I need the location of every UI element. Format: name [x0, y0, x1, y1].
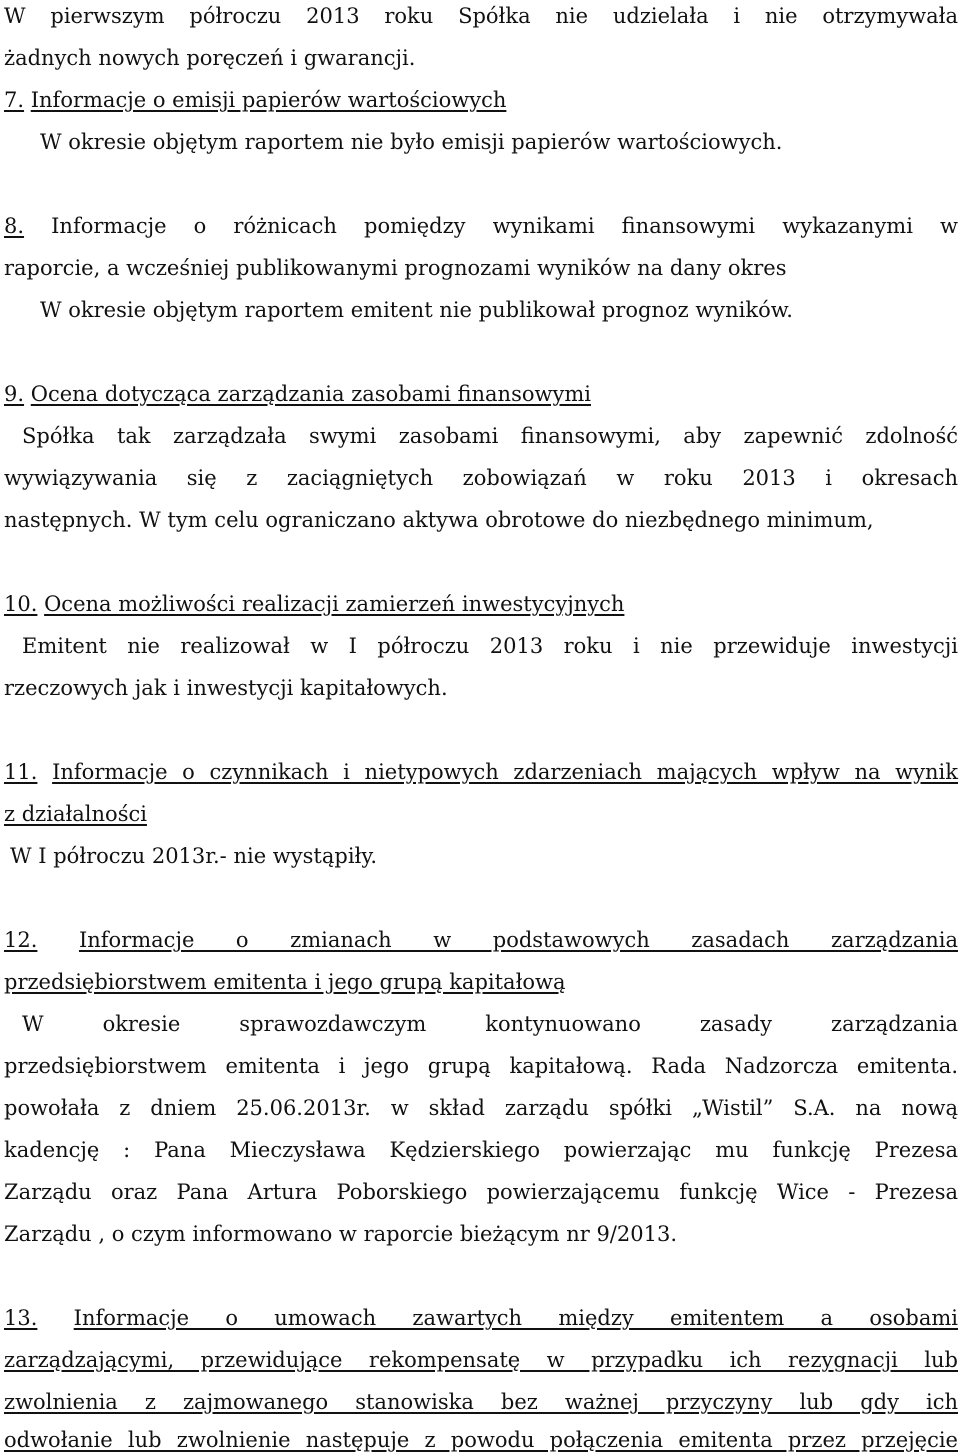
section-12-body-line-2: przedsiębiorstwem emitenta i jego grupą kapitałową. Rada Nadzorcza emitenta. — [4, 1054, 958, 1078]
section-12-heading-line-1 — [4, 927, 958, 953]
section-11-title-line-1: Informacje o czynnikach i nietypowych zdarzeniach mających wpływ na wynik — [52, 760, 958, 784]
section-11-number: 11. — [4, 760, 38, 784]
section-7-title: Informacje o emisji papierów wartościowych — [30, 88, 507, 112]
intro-paragraph-line-1: W pierwszym półroczu 2013 roku Spółka nie udzielała i nie otrzymywała — [4, 4, 958, 28]
section-7-heading — [4, 87, 958, 113]
section-13-title-line-1: Informacje o umowach zawartych między emitentem a osobami — [73, 1306, 958, 1330]
section-10-heading — [4, 591, 958, 617]
section-8-heading-line-1 — [4, 213, 958, 239]
section-8-heading-line-2: raporcie, a wcześniej publikowanymi prognozami wyników na dany okres — [4, 256, 787, 280]
section-10-number: 10. — [4, 592, 38, 616]
intro-paragraph-line-2: żadnych nowych poręczeń i gwarancji. — [4, 46, 416, 70]
section-9-number: 9. — [4, 382, 25, 406]
section-9-heading — [4, 381, 958, 407]
section-13-heading-line-1 — [4, 1305, 958, 1331]
section-13-heading-line-3: zwolnienia z zajmowanego stanowiska bez ważnej przyczyny lub gdy ich — [4, 1390, 958, 1414]
section-10-body-line-2: rzeczowych jak i inwestycji kapitałowych. — [4, 676, 448, 700]
section-13-number: 13. — [4, 1306, 38, 1330]
section-9-body-line-3: następnych. W tym celu ograniczano aktywa obrotowe do niezbędnego minimum, — [4, 508, 874, 532]
section-8-title-line-1: Informacje o różnicach pomiędzy wynikami finansowymi wykazanymi w — [51, 214, 958, 238]
section-12-title-line-1: Informacje o zmianach w podstawowych zasadach zarządzania — [78, 928, 958, 952]
section-11-heading-line-1 — [4, 759, 958, 785]
section-13-heading-line-4: odwołanie lub zwolnienie następuje z powodu połączenia emitenta przez przejęcie — [4, 1428, 958, 1452]
section-12-heading-line-2 — [4, 969, 958, 995]
section-12-body-line-5: Zarządu oraz Pana Artura Poborskiego powierzającemu funkcję Wice - Prezesa — [4, 1180, 958, 1204]
section-11-title-line-2: z działalności — [4, 802, 147, 826]
section-11-body: W I półroczu 2013r.- nie wystąpiły. — [10, 844, 378, 868]
section-12-number: 12. — [4, 928, 38, 952]
section-12-body-line-4: kadencję : Pana Mieczysława Kędzierskiego powierzając mu funkcję Prezesa — [4, 1138, 958, 1162]
section-8-body: W okresie objętym raportem emitent nie publikował prognoz wyników. — [40, 298, 793, 322]
section-12-body-line-3: powołała z dniem 25.06.2013r. w skład zarządu spółki „Wistil” S.A. na nową — [4, 1096, 958, 1120]
section-9-body-line-2: wywiązywania się z zaciągniętych zobowiązań w roku 2013 i okresach — [4, 466, 958, 490]
section-7-number: 7. — [4, 88, 25, 112]
section-9-body-line-1: Spółka tak zarządzała swymi zasobami finansowymi, aby zapewnić zdolność — [22, 424, 958, 448]
section-10-body-line-1: Emitent nie realizował w I półroczu 2013 roku i nie przewiduje inwestycji — [22, 634, 958, 658]
section-12-body-line-6: Zarządu , o czym informowano w raporcie bieżącym nr 9/2013. — [4, 1222, 678, 1246]
section-8-number: 8. — [4, 214, 25, 238]
section-12-title-line-2: przedsiębiorstwem emitenta i jego grupą kapitałową — [4, 970, 566, 994]
section-9-title: Ocena dotycząca zarządzania zasobami finansowymi — [30, 382, 591, 406]
section-7-body: W okresie objętym raportem nie było emisji papierów wartościowych. — [40, 130, 783, 154]
section-12-body-line-1: W okresie sprawozdawczym kontynuowano zasady zarządzania — [22, 1012, 958, 1036]
section-11-heading-line-2 — [4, 801, 958, 827]
section-13-heading-line-2: zarządzającymi, przewidujące rekompensatę w przypadku ich rezygnacji lub — [4, 1348, 958, 1372]
section-10-title: Ocena możliwości realizacji zamierzeń inwestycyjnych — [44, 592, 625, 616]
